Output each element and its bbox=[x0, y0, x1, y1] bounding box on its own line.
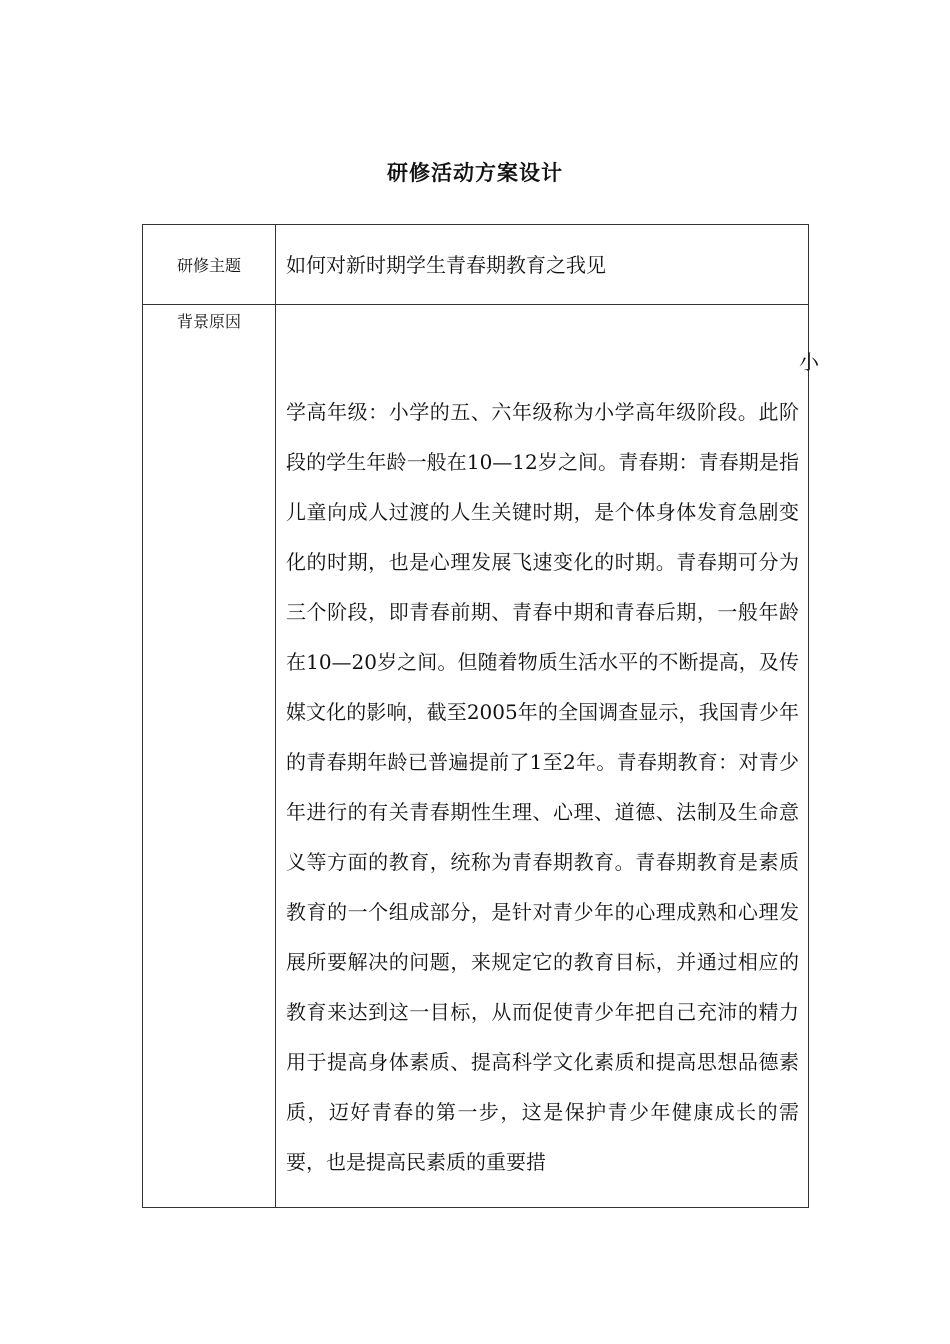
plan-table bbox=[142, 224, 819, 1208]
table-row-topic bbox=[143, 225, 809, 305]
topic-label: 研修主题 bbox=[143, 225, 276, 305]
topic-value: 如何对新时期学生青春期教育之我见 bbox=[276, 225, 809, 305]
background-cell bbox=[276, 305, 819, 1208]
background-label: 背景原因 bbox=[143, 305, 276, 1208]
background-text: 小学高年级：小学的五、六年级称为小学高年级阶段。此阶段的学生年龄一般在10—12岁之间。青春期：青春期是指儿童向成人过渡的人生关键时期，是个体身体发育急剧变化的时期，也是心理发展飞速变化的时期。青春期可分为三个阶段，即青春前期、青春中期和青春后期，一般年龄在10—20岁之间。但随着物质生活水平的不断提高，及传媒文化的影响，截至2005年的全国调查显示，我国青少年的青春期年龄已普遍提前了1至2年。青春期教育：对青少年进行的有关青春期性生理、心理、道德、法制及生命意义等方面的教育，统称为青春期教育。青春期教育是素质教育的一个组成部分，是针对青少年的心理成熟和心理发展所要解决的问题，来规定它的教育目标，并通过相应的教育来达到这一目标，从而促使青少年把自己充沛的精力用于提高身体素质、提高科学文化素质和提高思想品德素质，迈好青春的第一步，这是保护青少年健康成长的需要，也是提高民素质的重要措 bbox=[286, 350, 819, 1174]
document-title: 研修活动方案设计 bbox=[387, 160, 563, 185]
table-row-background bbox=[143, 305, 809, 1208]
